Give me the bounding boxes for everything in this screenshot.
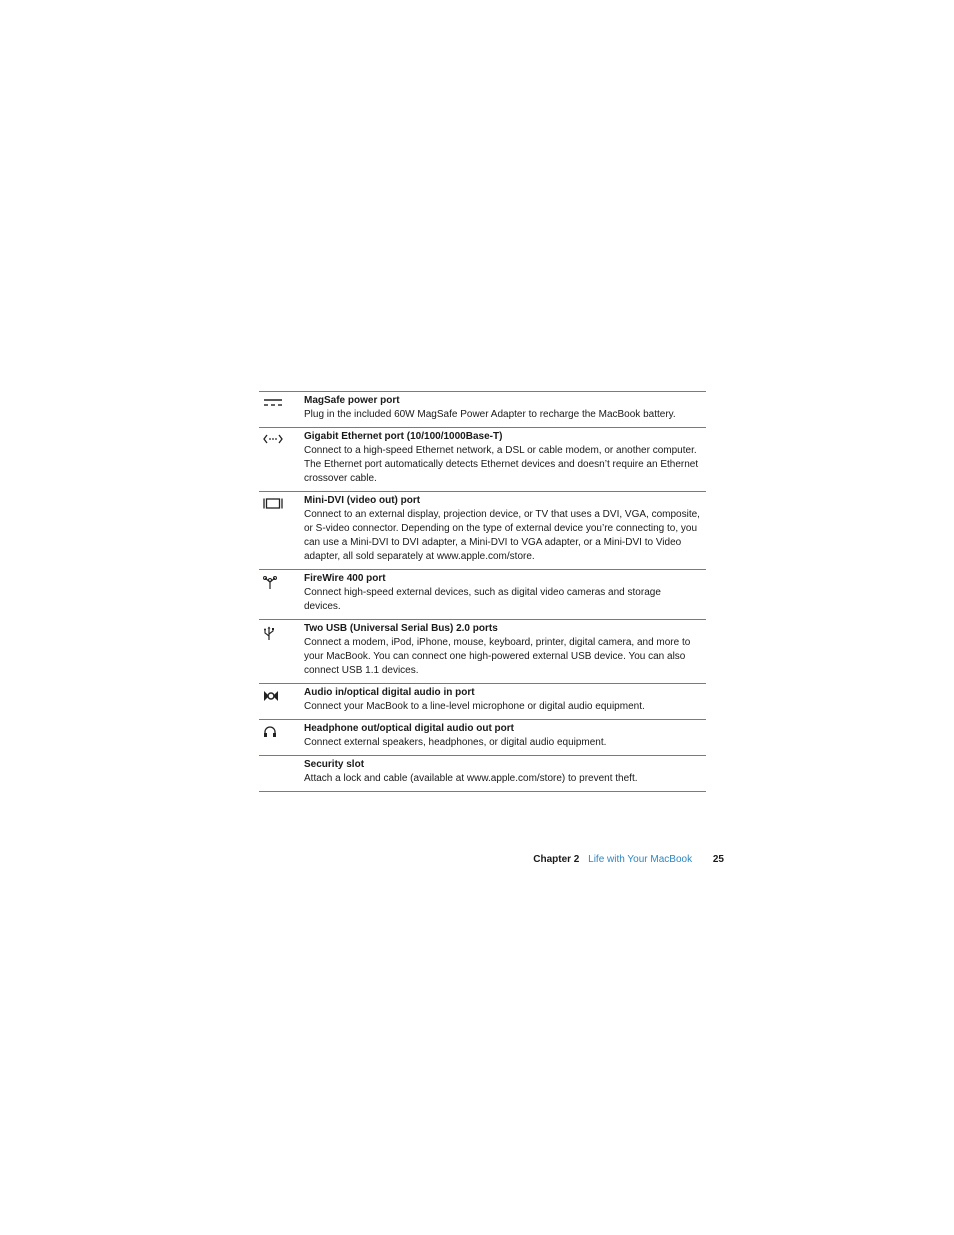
port-description: Plug in the included 60W MagSafe Power Adapter to recharge the MacBook battery. — [304, 409, 676, 420]
port-title: FireWire 400 port — [304, 573, 386, 584]
port-title: Two USB (Universal Serial Bus) 2.0 ports — [304, 623, 498, 634]
port-description: Connect high-speed external devices, such as digital video cameras and storage devices. — [304, 587, 661, 612]
page-number: 25 — [712, 854, 724, 865]
port-row-ethernet — [259, 428, 706, 492]
usb-icon — [259, 622, 304, 640]
port-row-audio-in — [259, 684, 706, 720]
port-description: Connect a modem, iPod, iPhone, mouse, keyboard, printer, digital camera, and more to your MacBook. You can connect one high-powered external USB device. You can also connect USB 1.1 devices. — [304, 637, 691, 676]
magsafe-power-icon — [259, 394, 304, 412]
port-title: Audio in/optical digital audio in port — [304, 687, 475, 698]
headphone-icon — [259, 722, 304, 740]
port-text — [304, 494, 706, 564]
port-text — [304, 394, 706, 422]
port-title: Headphone out/optical digital audio out port — [304, 723, 514, 734]
port-text — [304, 722, 706, 750]
port-row-security-slot — [259, 756, 706, 792]
port-row-magsafe — [259, 392, 706, 428]
ports-table — [259, 391, 706, 792]
port-description: Attach a lock and cable (available at www.apple.com/store) to prevent theft. — [304, 773, 638, 784]
port-text — [304, 686, 706, 714]
port-title: Security slot — [304, 759, 365, 770]
port-text — [304, 572, 706, 614]
port-title: MagSafe power port — [304, 395, 400, 406]
port-description: Connect your MacBook to a line-level microphone or digital audio equipment. — [304, 701, 645, 712]
port-text — [304, 430, 706, 486]
ethernet-icon — [259, 430, 304, 448]
port-icon-empty — [259, 758, 304, 776]
page-footer — [533, 853, 724, 867]
port-description: Connect to an external display, projection device, or TV that uses a DVI, VGA, composite, or S-video connector. Depending on the type of external device you’re connecting to, you can use a Mini-DVI to DVI adapter, a Mini-DVI to VGA adapter, or a Mini-DVI to Video adapter, all sold separately at www.apple.com/store. — [304, 509, 700, 562]
chapter-title-link[interactable]: Life with Your MacBook — [588, 854, 693, 865]
port-title: Gigabit Ethernet port (10/100/1000Base-T) — [304, 431, 503, 442]
port-row-usb — [259, 620, 706, 684]
audio-in-icon — [259, 686, 304, 704]
chapter-label: Chapter 2 — [533, 854, 580, 865]
port-description: Connect to a high-speed Ethernet network, a DSL or cable modem, or another computer. The Ethernet port automatically detects Ethernet devices and doesn’t require an Ethernet crossover cable. — [304, 445, 699, 484]
port-text — [304, 622, 706, 678]
port-row-firewire — [259, 570, 706, 620]
port-description: Connect external speakers, headphones, or digital audio equipment. — [304, 737, 607, 748]
port-text — [304, 758, 706, 786]
mini-dvi-icon — [259, 494, 304, 512]
port-title: Mini-DVI (video out) port — [304, 495, 421, 506]
port-row-mini-dvi — [259, 492, 706, 570]
firewire-icon — [259, 572, 304, 590]
port-row-headphone — [259, 720, 706, 756]
